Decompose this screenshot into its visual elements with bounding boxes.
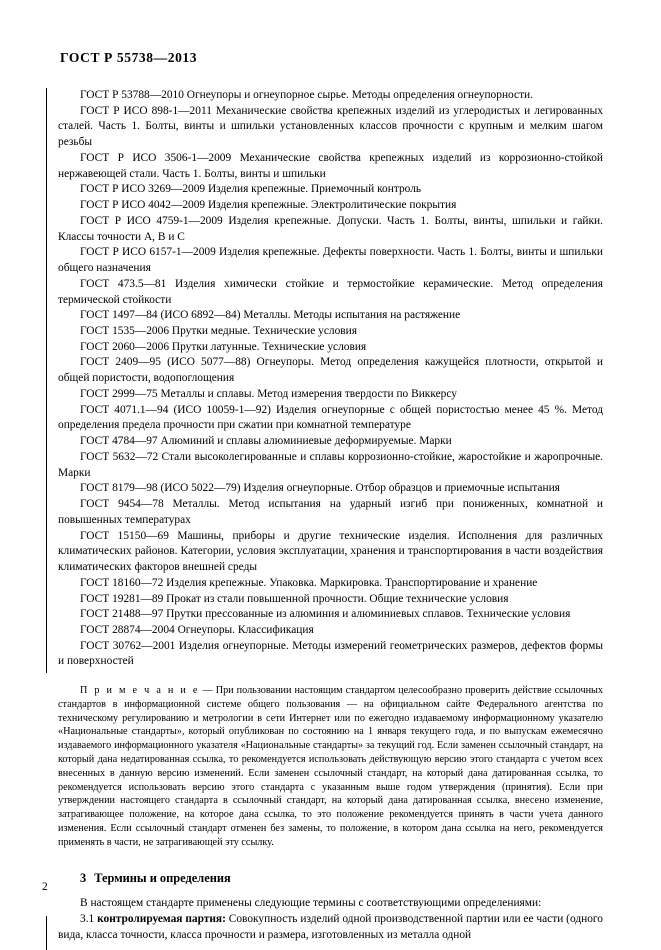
reference-item: ГОСТ Р ИСО 4759-1—2009 Изделия крепежные. Допуски. Часть 1. Болты, винты, шпильки и гайки. Классы точности А, В и С (58, 214, 603, 243)
term-definition (58, 912, 603, 943)
reference-item: ГОСТ Р ИСО 3269—2009 Изделия крепежные. Приемочный контроль (80, 183, 422, 196)
change-bar (46, 916, 47, 950)
reference-item: ГОСТ 5632—72 Стали высоколегированные и сплавы коррозионно-стойкие, жаростойкие и жаропрочные. Марки (58, 450, 603, 479)
reference-item: ГОСТ 15150—69 Машины, приборы и другие технические изделия. Исполнения для различных климатических районов. Категории, условия эксплуатации, хранения и транспортирования в части воздействия климатических факторов внешней среды (58, 529, 603, 574)
reference-item: ГОСТ 4071.1—94 (ИСО 10059-1—92) Изделия огнеупорные с общей пористостью менее 45 %. Метод определения предела прочности при сжатии при комнатной температуре (58, 403, 603, 432)
reference-item: ГОСТ 28874—2004 Огнеупоры. Классификация (80, 623, 314, 636)
references-block (58, 88, 603, 849)
note-text: — При пользовании настоящим стандартом целесообразно проверить действие ссылочных стандартов в информационной системе общего пользования — на официальном сайте Федерального агентства по техническому регулированию и метрологии в сети Интернет или по ежегодно издаваемому информационному указателю «Национальные стандарты», который опубликован по состоянию на 1 января текущего года, и по выпускам ежемесячно издаваемого информационного указателя «Национальные стандарты» за текущий год. Если заменен ссылочный стандарт, на который дана недатированная ссылка, то рекомендуется использовать действующую версию этого стандарта с учетом всех внесенных в данную версию изменений. Если заменен ссылочный стандарт, на который дана датированная ссылка, то рекомендуется использовать версию этого стандарта с указанным выше годом утверждения (принятия). Если при утверждении настоящего стандарта в ссылочный стандарт, на который дана датированная ссылка, внесено изменение, затрагивающее положение, на которое дана ссылка, то это положение рекомендуется принять в части учета данного изменения. Если ссылочный стандарт отменен без замены, то положение, в котором дана ссылка на него, рекомендуется применять в части, не затрагивающей эту ссылку. (58, 685, 603, 848)
note-label: П р и м е ч а н и е (80, 685, 200, 697)
reference-item: ГОСТ 30762—2001 Изделия огнеупорные. Методы измерений геометрических размеров, дефектов формы и поверхностей (58, 639, 603, 668)
reference-item: ГОСТ 21488—97 Прутки прессованные из алюминия и алюминиевых сплавов. Технические условия (80, 608, 571, 621)
section-heading (80, 871, 603, 886)
page-number: 2 (42, 881, 48, 893)
reference-item: ГОСТ 4784—97 Алюминий и сплавы алюминиевые деформируемые. Марки (80, 435, 452, 448)
section-title: Термины и определения (94, 871, 231, 886)
reference-item: ГОСТ Р ИСО 4042—2009 Изделия крепежные. Электролитические покрытия (80, 199, 457, 212)
reference-item: ГОСТ 18160—72 Изделия крепежные. Упаковка. Маркировка. Транспортирование и хранение (80, 576, 538, 589)
reference-item: ГОСТ Р ИСО 3506-1—2009 Механические свойства крепежных изделий из коррозионно-стойкой нержавеющей стали. Часть 1. Болты, винты и шпильки (58, 151, 603, 180)
page-title: ГОСТ Р 55738—2013 (60, 50, 198, 65)
reference-item: ГОСТ 2060—2006 Прутки латунные. Технические условия (80, 340, 367, 353)
reference-item: ГОСТ Р 53788—2010 Огнеупоры и огнеупорное сырье. Методы определения огнеупорности. (80, 89, 533, 101)
term-text: Совокупность изделий одной производственной партии или ее части (одного вида, класса точности, класса прочности и размера, изготовленных из металла одной (58, 913, 603, 941)
reference-item: ГОСТ 2999—75 Металлы и сплавы. Метод измерения твердости по Виккерсу (80, 387, 457, 400)
terms-block (58, 896, 603, 943)
term-name: контролируемая партия: (97, 913, 226, 926)
section-number: 3 (80, 871, 87, 886)
reference-item: ГОСТ Р ИСО 898-1—2011 Механические свойства крепежных изделий из углеродистых и легированных сталей. Часть 1. Болты, винты и шпильки установленных классов прочности с крупным и мелким шагом резьбы (58, 104, 603, 149)
note-block (58, 684, 603, 849)
reference-item: ГОСТ 1497—84 (ИСО 6892—84) Металлы. Методы испытания на растяжение (80, 309, 461, 322)
reference-item: ГОСТ 2409—95 (ИСО 5077—88) Огнеупоры. Метод определения кажущейся плотности, открытой и общей пористости, водопоглощения (58, 356, 603, 385)
reference-item: ГОСТ Р ИСО 6157-1—2009 Изделия крепежные. Дефекты поверхности. Часть 1. Болты, винты и шпильки общего назначения (58, 246, 603, 275)
reference-item: ГОСТ 19281—89 Прокат из стали повышенной прочности. Общие технические условия (80, 592, 509, 605)
reference-item: ГОСТ 9454—78 Металлы. Метод испытания на ударный изгиб при пониженных, комнатной и повышенных температурах (58, 498, 603, 526)
reference-item: ГОСТ 473.5—81 Изделия химически стойкие и термостойкие керамические. Метод определения термической стойкости (58, 277, 603, 306)
term-number: 3.1 (80, 913, 95, 926)
change-bar (46, 88, 47, 673)
section-intro: В настоящем стандарте применены следующие термины с соответствующими определениями: (80, 897, 542, 910)
reference-item: ГОСТ 8179—98 (ИСО 5022—79) Изделия огнеупорные. Отбор образцов и приемочные испытания (80, 482, 560, 495)
reference-item: ГОСТ 1535—2006 Прутки медные. Технические условия (80, 325, 358, 338)
